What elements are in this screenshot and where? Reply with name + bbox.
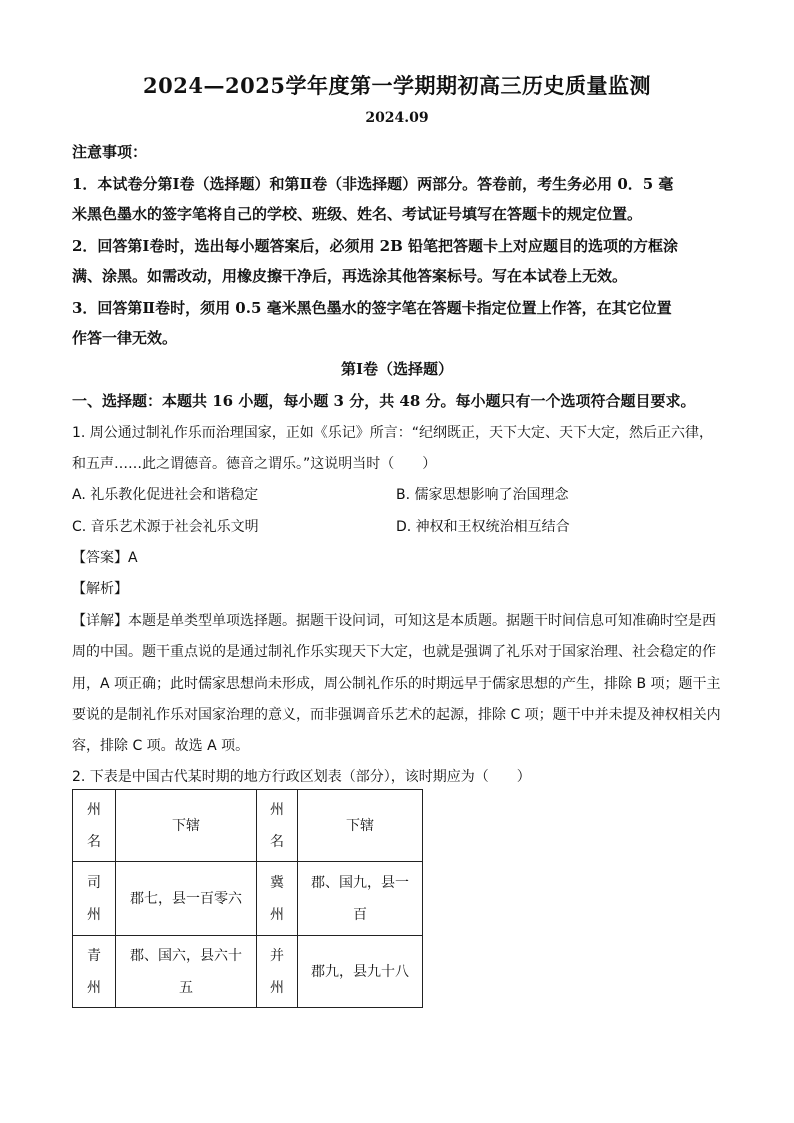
q1-detail-line-1: 【详解】本题是单类型单项选择题。据题干设问词，可知这是本质题。据题干时间信息可知准确时空是西 <box>72 613 716 629</box>
q1-option-a: A. 礼乐教化促进社会和谐稳定 <box>72 487 259 503</box>
note-1-line-1: 1．本试卷分第Ⅰ卷（选择题）和第Ⅱ卷（非选择题）两部分。答卷前，考生务必用 0．5 毫 <box>72 175 674 193</box>
table-header-cell: 州 名 <box>257 790 298 862</box>
q1-stem-line-2: 和五声……此之谓德音。德音之谓乐。”这说明当时（ ） <box>72 456 437 472</box>
exam-date: 2024.09 <box>365 110 429 126</box>
table-header-cell: 州 名 <box>73 790 116 862</box>
table-cell: 郡、国九，县一 百 <box>298 862 423 936</box>
q1-option-c: C. 音乐艺术源于社会礼乐文明 <box>72 519 259 535</box>
q2-stem: 2. 下表是中国古代某时期的地方行政区划表（部分），该时期应为（ ） <box>72 769 531 785</box>
table-cell: 冀 州 <box>257 862 298 936</box>
note-2-line-2: 满、涂黑。如需改动，用橡皮擦干净后，再选涂其他答案标号。写在本试卷上无效。 <box>72 267 628 285</box>
table-header-cell: 下辖 <box>298 790 423 862</box>
answer-label: 【答案】 <box>72 550 128 566</box>
section-title: 第Ⅰ卷（选择题） <box>340 360 454 378</box>
q1-option-b: B. 儒家思想影响了治国理念 <box>396 487 569 503</box>
q1-stem-line-1: 1. 周公通过制礼作乐而治理国家，正如《乐记》所言：“纪纲既正，天下大定、天下大定，然后正六律， <box>72 425 714 441</box>
q1-option-d: D. 神权和王权统治相互结合 <box>396 519 570 535</box>
table-row <box>73 862 423 936</box>
table-header-cell: 下辖 <box>116 790 257 862</box>
note-2-line-1: 2．回答第Ⅰ卷时，选出每小题答案后，必须用 2B 铅笔把答题卡上对应题目的选项的方框涂 <box>72 237 679 255</box>
table-cell: 并 州 <box>257 936 298 1008</box>
q1-detail-line-2: 周的中国。题干重点说的是通过制礼作乐实现天下大定，也就是强调了礼乐对于国家治理、社会稳定的作 <box>72 644 716 660</box>
section-instruction: 一、选择题：本题共 16 小题，每小题 3 分，共 48 分。每小题只有一个选项符合题目要求。 <box>72 392 696 410</box>
note-3-line-1: 3．回答第Ⅱ卷时，须用 0.5 毫米黑色墨水的签字笔在答题卡指定位置上作答，在其它位置 <box>72 299 672 317</box>
notes-heading: 注意事项： <box>72 143 148 161</box>
table-cell: 郡九，县九十八 <box>298 936 423 1008</box>
note-3-line-2: 作答一律无效。 <box>72 329 178 347</box>
q1-detail-line-5: 容，排除 C 项。故选 A 项。 <box>72 738 250 754</box>
q1-detail-line-3: 用，A 项正确；此时儒家思想尚未形成，周公制礼作乐的时期远早于儒家思想的产生，排除 B 项；题干主 <box>72 676 721 692</box>
admin-division-table <box>72 789 423 1008</box>
table-cell: 郡七，县一百零六 <box>116 862 257 936</box>
answer-value: A <box>128 550 138 566</box>
q1-analysis-label: 【解析】 <box>72 581 128 597</box>
page-title: 2024—2025学年度第一学期期初高三历史质量监测 <box>143 73 651 98</box>
table-header-row <box>73 790 423 862</box>
q1-detail-line-4: 要说的是制礼作乐对国家治理的意义，而非强调音乐艺术的起源，排除 C 项；题干中并未提及神权相关内 <box>72 707 721 723</box>
note-1-line-2: 米黑色墨水的签字笔将自己的学校、班级、姓名、考试证号填写在答题卡的规定位置。 <box>72 205 643 223</box>
q1-answer <box>72 547 138 567</box>
table-row <box>73 936 423 1008</box>
table-cell: 司 州 <box>73 862 116 936</box>
table-cell: 青 州 <box>73 936 116 1008</box>
table-cell: 郡、国六，县六十 五 <box>116 936 257 1008</box>
